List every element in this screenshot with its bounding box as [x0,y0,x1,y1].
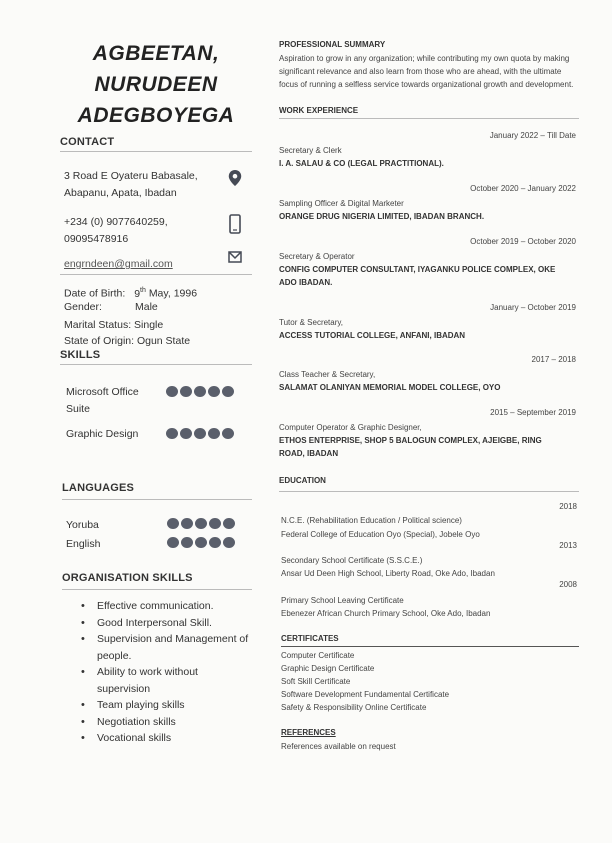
job-date: 2015 – September 2019 [490,408,576,417]
rating-dot [222,428,234,439]
summary-heading: PROFESSIONAL SUMMARY [279,40,386,49]
organisation-skills-list [63,598,253,747]
list-item: • Supervision and Management of people. [63,631,253,664]
job-entry [279,303,576,342]
rating-dot [208,428,220,439]
list-item: Software Development Fundamental Certificate [281,690,450,699]
rating-dot [222,386,234,397]
dob-day: 9 [134,287,141,300]
job-entry [279,355,576,394]
job-role: Computer Operator & Graphic Designer, [279,423,422,432]
skill-item-office [66,384,139,418]
language-english: English [66,538,101,550]
certificates-divider [281,646,579,647]
job-role: Secretary & Operator [279,252,355,261]
skill-rating-graphic-design [166,428,234,439]
mobile-phone-icon [228,214,242,234]
references-text: References available on request [281,742,396,751]
gender-label: Gender: [64,301,102,313]
list-item: Soft Skill Certificate [281,677,351,686]
location-pin-icon [228,170,242,186]
job-entry [279,237,576,289]
education-year: 2008 [559,580,577,589]
job-date: October 2019 – October 2020 [470,237,576,246]
rating-dot [223,518,235,529]
skills-heading: SKILLS [60,349,252,365]
job-entry [279,408,576,460]
list-item: Graphic Design Certificate [281,664,375,673]
education-year: 2013 [559,541,577,550]
list-item: • Negotiation skills [63,714,253,731]
job-role: Secretary & Clerk [279,146,342,155]
rating-dot [180,386,192,397]
skill-office-line-2: Suite [66,403,90,415]
gender-value: Male [135,301,158,313]
job-company: I. A. SALAU & CO (LEGAL PRACTITIONAL). [279,159,444,168]
dob-suffix: th [140,287,146,294]
rating-dot [223,537,235,548]
language-rating-english [167,537,235,548]
work-experience-heading: WORK EXPERIENCE [279,106,579,119]
skill-item-graphic-design: Graphic Design [66,428,139,440]
organisation-skills-heading: ORGANISATION SKILLS [62,572,252,590]
summary-text: Aspiration to grow in any organization; while contributing my own quota by making significant relevance and also learn from those who are ahead, with the ultimate focus of running a selfless service towards organizational growth and development. [279,54,574,89]
job-company: ETHOS ENTERPRISE, SHOP 5 BALOGUN COMPLEX, AJEIGBE, RING ROAD, IBADAN [279,436,542,458]
job-role: Sampling Officer & Digital Marketer [279,199,404,208]
rating-dot [195,518,207,529]
rating-dot [209,537,221,548]
job-company: CONFIG COMPUTER CONSULTANT, IYAGANKU POLICE COMPLEX, OKE ADO IBADAN. [279,265,556,287]
rating-dot [167,537,179,548]
references-heading: REFERENCES [281,728,336,737]
job-entry [279,131,576,170]
education-qualification: Secondary School Certificate (S.S.C.E.) [281,556,423,565]
job-role: Class Teacher & Secretary, [279,370,376,379]
rating-dot [181,518,193,529]
address-line-1: 3 Road E Oyateru Babasale, [64,170,198,182]
list-item: • Vocational skills [63,730,253,747]
email-envelope-icon [228,251,242,263]
language-yoruba: Yoruba [66,519,99,531]
education-school: Ansar Ud Deen High School, Liberty Road, Oke Ado, Ibadan [281,569,495,578]
rating-dot [181,537,193,548]
list-item: • Effective communication. [63,598,253,615]
job-date: October 2020 – January 2022 [470,184,576,193]
phone-line-1: +234 (0) 9077640259, [64,216,168,228]
job-entry [279,184,576,223]
education-heading: EDUCATION [279,476,579,492]
name-line-1: AGBEETAN, [92,42,220,65]
rating-dot [166,428,178,439]
rating-dot [166,386,178,397]
rating-dot [167,518,179,529]
rating-dot [194,428,206,439]
address-line-2: Abapanu, Apata, Ibadan [64,187,177,199]
name-line-2: NURUDEEN [94,73,218,96]
contact-phone [64,214,168,248]
skill-rating-office [166,386,234,397]
certificates-heading: CERTIFICATES [281,634,339,643]
job-company: ACCESS TUTORIAL COLLEGE, ANFANI, IBADAN [279,331,466,340]
name-line-3: ADEGBOYEGA [77,104,235,127]
contact-heading: CONTACT [60,136,252,152]
candidate-name [60,38,252,131]
rating-dot [180,428,192,439]
job-date: January 2022 – Till Date [489,131,576,140]
job-date: January – October 2019 [490,303,576,312]
list-item: • Team playing skills [63,697,253,714]
phone-line-2: 09095478916 [64,233,129,245]
contact-address [64,168,198,202]
list-item: Safety & Responsibility Online Certificate [281,703,427,712]
job-company: ORANGE DRUG NIGERIA LIMITED, IBADAN BRANCH. [279,212,485,221]
education-school: Federal College of Education Oyo (Special), Jobele Oyo [281,530,480,539]
skill-office-line-1: Microsoft Office [66,386,139,398]
rating-dot [209,518,221,529]
left-column [60,38,252,131]
language-rating-yoruba [167,518,235,529]
gender-line [64,299,158,316]
education-year: 2018 [559,502,577,511]
email-link[interactable]: engrndeen@gmail.com [64,258,173,270]
education-qualification: N.C.E. (Rehabilitation Education / Political science) [281,516,462,525]
job-company: SALAMAT OLANIYAN MEMORIAL MODEL COLLEGE, OYO [279,383,501,392]
marital-status: Marital Status: Single [64,319,164,331]
job-role: Tutor & Secretary, [279,318,344,327]
list-item: • Good Interpersonal Skill. [63,615,253,632]
state-of-origin: State of Origin: Ogun State [64,335,191,347]
contact-divider [60,274,252,275]
languages-heading: LANGUAGES [62,482,252,500]
job-date: 2017 – 2018 [531,355,576,364]
rating-dot [208,386,220,397]
certificates-list [281,649,449,714]
list-item: Computer Certificate [281,651,355,660]
education-school: Ebenezer African Church Primary School, Oke Ado, Ibadan [281,609,491,618]
dob-label: Date of Birth: [64,287,126,300]
rating-dot [195,537,207,548]
dob-rest: May, 1996 [148,287,198,300]
list-item: • Ability to work without supervision [63,664,253,697]
education-qualification: Primary School Leaving Certificate [281,596,404,605]
rating-dot [194,386,206,397]
